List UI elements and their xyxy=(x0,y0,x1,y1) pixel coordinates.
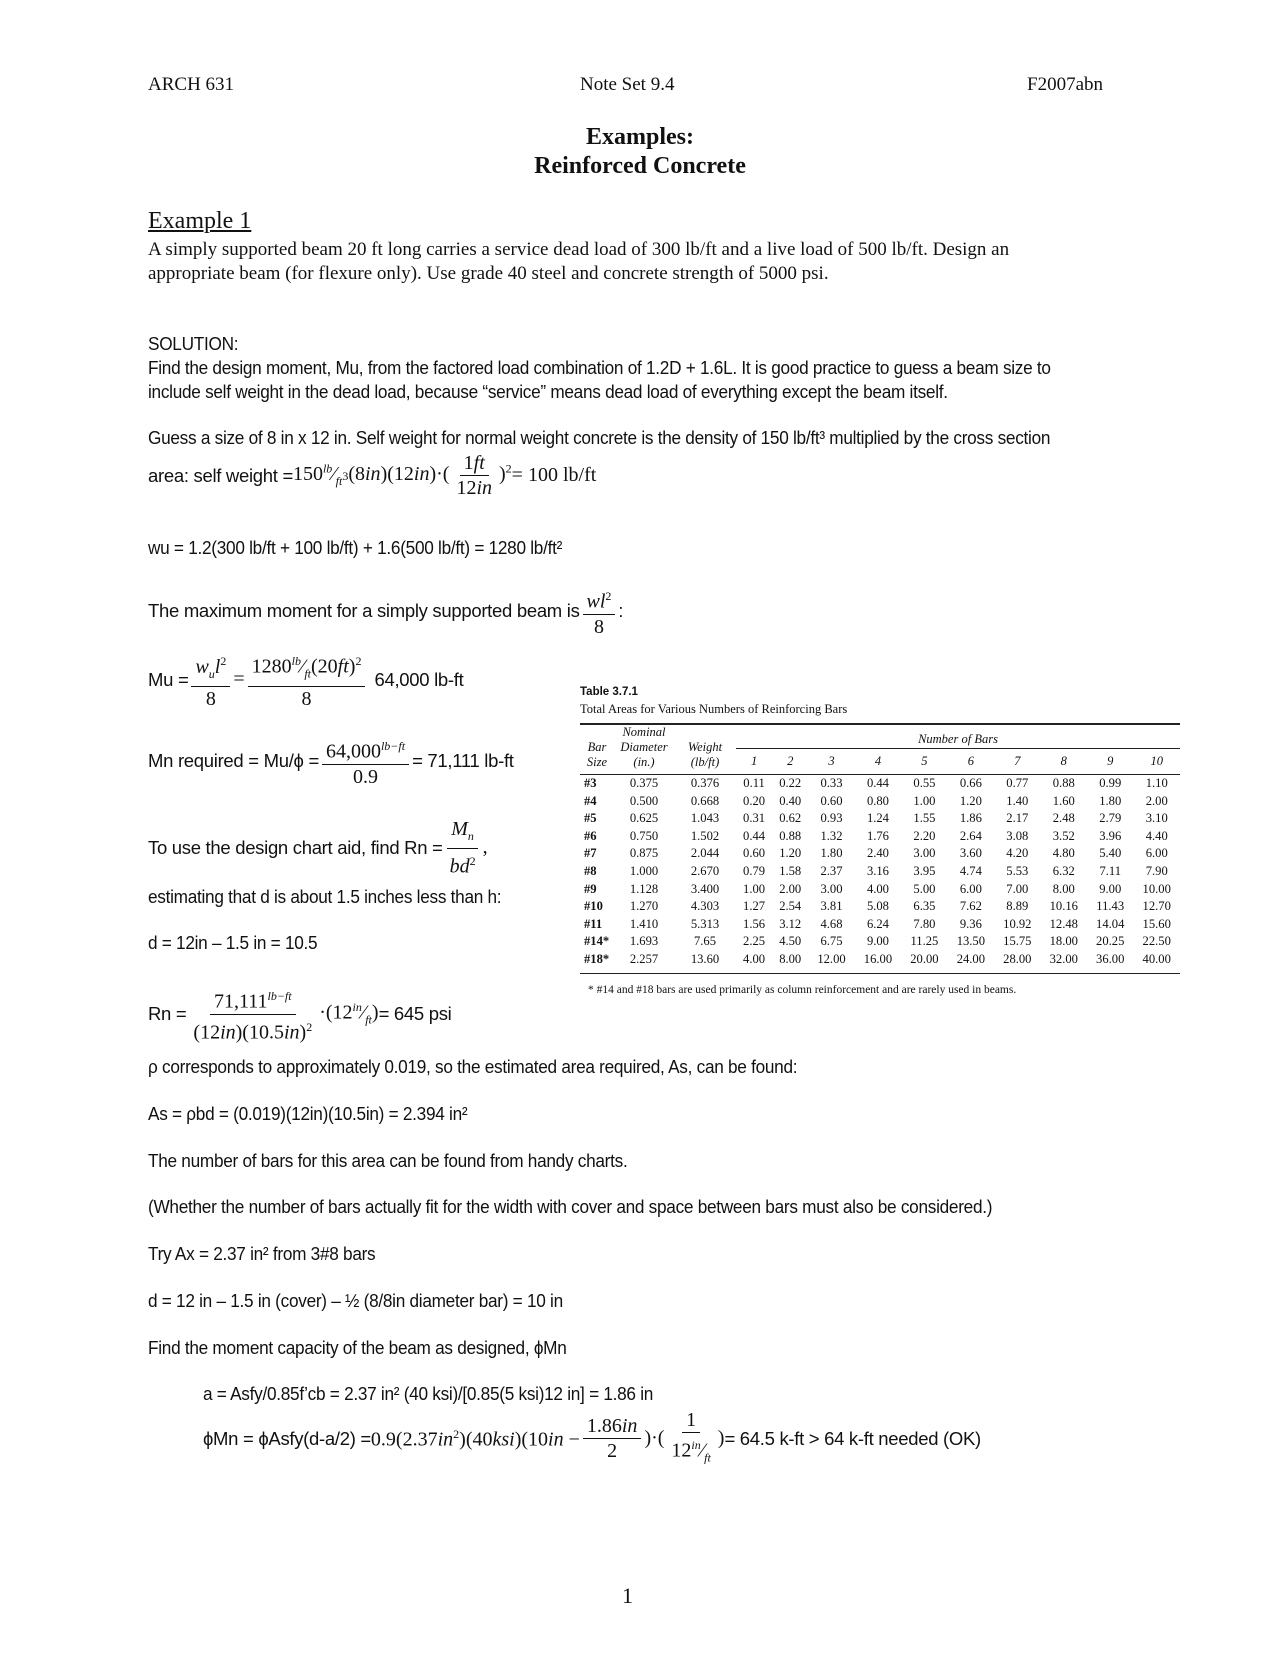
area-cell: 1.86 xyxy=(959,811,982,826)
weight-cell: 3.400 xyxy=(690,881,720,896)
d2-equation: d = 12 in – 1.5 in (cover) – ½ (8/8in diameter bar) = 10 in xyxy=(148,1290,563,1311)
area-cell: 0.60 xyxy=(820,793,843,808)
area-cell: 2.48 xyxy=(1052,811,1075,826)
diameter-cell: 1.693 xyxy=(629,934,659,949)
area-cell: 1.00 xyxy=(913,793,936,808)
page-title-line1: Examples: xyxy=(586,124,694,150)
wu-equation: wu = 1.2(300 lb/ft + 100 lb/ft) + 1.6(500 lb/ft) = 1280 lb/ft² xyxy=(148,537,563,558)
area-cell: 0.66 xyxy=(959,776,982,790)
area-cell: 2.20 xyxy=(913,828,936,843)
weight-cell: 0.668 xyxy=(690,793,720,808)
area-cell: 0.11 xyxy=(743,776,765,790)
area-cell: 0.88 xyxy=(779,828,802,843)
area-cell: 3.52 xyxy=(1052,828,1075,843)
bar-count-header: 1 xyxy=(750,754,758,769)
bar-size-cell: #8 xyxy=(584,863,597,878)
area-cell: 7.62 xyxy=(959,899,982,914)
table-row xyxy=(580,828,1180,846)
wl2-over-8: $\frac{wl^2}{8}$ xyxy=(583,585,616,638)
area-cell: 0.44 xyxy=(743,828,766,843)
area-cell: 2.17 xyxy=(1006,811,1029,826)
table-row xyxy=(580,916,1180,934)
table-footnote: * #14 and #18 bars are used primarily as column reinforcement and are rarely used in beams. xyxy=(588,983,1017,996)
rn-intro-text: To use the design chart aid, find Rn = xyxy=(148,836,443,858)
area-cell: 9.00 xyxy=(1099,881,1122,896)
area-cell: 1.58 xyxy=(779,863,802,878)
area-cell: 1.20 xyxy=(779,846,802,861)
weight-cell: 1.502 xyxy=(690,828,720,843)
bar-count-header: 9 xyxy=(1107,754,1114,769)
area-cell: 4.50 xyxy=(779,934,802,949)
weight-cell: 13.60 xyxy=(690,951,720,966)
weight-cell: 0.376 xyxy=(690,776,720,790)
max-moment-line: The maximum moment for a simply supported beam is $\frac{wl^2}{8}$ : xyxy=(148,585,623,638)
area-cell: 3.00 xyxy=(820,881,843,896)
area-cell: 3.60 xyxy=(959,846,982,861)
area-cell: 1.40 xyxy=(1006,793,1029,808)
area-cell: 4.00 xyxy=(743,951,766,966)
mn-equation xyxy=(148,735,514,788)
area-cell: 3.96 xyxy=(1099,828,1122,843)
area-cell: 6.00 xyxy=(1145,846,1168,861)
area-cell: 2.37 xyxy=(820,863,843,878)
weight-cell: 2.670 xyxy=(690,863,720,878)
max-moment-text: The maximum moment for a simply supported beam is xyxy=(148,600,580,622)
try-bars-line: Try Ax = 2.37 in² from 3#8 bars xyxy=(148,1243,376,1264)
self-weight-formula xyxy=(148,452,596,499)
bar-size-cell: #14* xyxy=(584,934,610,949)
example-heading: Example 1 xyxy=(148,208,252,234)
bar-count-header: 4 xyxy=(874,754,882,769)
diameter-cell: 2.257 xyxy=(629,951,659,966)
area-cell: 28.00 xyxy=(1003,951,1032,966)
table-row xyxy=(580,810,1180,828)
area-cell: 6.24 xyxy=(866,916,889,931)
area-cell: 1.20 xyxy=(959,793,982,808)
area-cell: 0.40 xyxy=(779,793,802,808)
area-cell: 0.31 xyxy=(743,811,766,826)
area-cell: 8.00 xyxy=(1052,881,1075,896)
col-bar-size: Bar Size xyxy=(586,740,608,769)
area-cell: 4.20 xyxy=(1006,846,1029,861)
bar-area-table xyxy=(580,725,1180,974)
diameter-cell: 0.875 xyxy=(629,846,659,861)
bar-size-cell: #3 xyxy=(584,776,597,790)
example-text-line2: appropriate beam (for flexure only). Use grade 40 steel and concrete strength of 5000 psi. xyxy=(148,263,829,284)
area-cell: 12.70 xyxy=(1142,899,1171,914)
diameter-cell: 1.128 xyxy=(629,881,659,896)
area-cell: 3.10 xyxy=(1145,811,1168,826)
col-number-of-bars: Number of Bars xyxy=(736,725,1180,749)
area-cell: 10.92 xyxy=(1003,916,1032,931)
diameter-cell: 1.270 xyxy=(629,899,659,914)
table-row xyxy=(580,881,1180,899)
mu-fraction-1: $\frac{w_ul^2}{8}$ xyxy=(191,650,230,710)
area-cell: 13.50 xyxy=(956,934,986,949)
area-cell: 0.20 xyxy=(743,793,766,808)
self-weight-expression: $150^{lb}⁄_{ft^3}(8in)(12in)\cdot$( $\frac{1ft}{12in}$ )$^2$ xyxy=(292,452,512,499)
table-row xyxy=(580,933,1180,951)
bar-count-header: 7 xyxy=(1014,754,1021,769)
area-cell: 5.00 xyxy=(913,881,936,896)
area-cell: 0.79 xyxy=(743,863,766,878)
example-text-line1: A simply supported beam 20 ft long carries a service dead load of 300 lb/ft and a live load of 500 lb/ft. Design an xyxy=(148,239,1010,260)
area-cell: 0.62 xyxy=(779,811,802,826)
table-row xyxy=(580,951,1180,969)
rn-result: = 645 psi xyxy=(378,1003,452,1025)
note-set: Note Set 9.4 xyxy=(580,74,675,95)
area-cell: 7.00 xyxy=(1006,881,1029,896)
area-cell: 20.00 xyxy=(910,951,939,966)
capacity-line: Find the moment capacity of the beam as designed, ϕMn xyxy=(148,1337,567,1358)
diameter-cell: 0.750 xyxy=(629,828,659,843)
area-cell: 0.22 xyxy=(779,776,802,790)
rn-label: Rn = xyxy=(148,1003,187,1025)
mn-fraction: $\frac{64,000^{lb-ft}}{0.9}$ xyxy=(322,735,409,788)
area-cell: 2.40 xyxy=(866,846,889,861)
d-equation: d = 12in – 1.5 in = 10.5 xyxy=(148,932,318,953)
weight-cell: 7.65 xyxy=(693,934,717,949)
area-cell: 1.56 xyxy=(743,916,766,931)
area-cell: 3.08 xyxy=(1006,828,1029,843)
area-cell: 1.00 xyxy=(743,881,766,896)
reinforcing-bar-table xyxy=(580,686,1180,1034)
area-cell: 7.80 xyxy=(913,916,936,931)
area-cell: 20.25 xyxy=(1096,934,1125,949)
mu-result: 64,000 lb-ft xyxy=(374,668,464,690)
table-body xyxy=(580,775,1180,969)
bar-size-cell: #6 xyxy=(584,828,597,843)
bar-count-header: 3 xyxy=(828,754,835,769)
bar-size-cell: #11 xyxy=(584,916,603,931)
area-cell: 2.25 xyxy=(743,934,766,949)
bar-count-header: 2 xyxy=(787,754,794,769)
table-row xyxy=(580,775,1180,793)
mn-label: Mn required = Mu/ϕ = xyxy=(148,750,319,772)
diameter-cell: 1.410 xyxy=(629,916,659,931)
table-row xyxy=(580,863,1180,881)
area-cell: 4.00 xyxy=(866,881,889,896)
phimn-result: = 64.5 k-ft > 64 k-ft needed (OK) xyxy=(724,1427,981,1449)
as-equation: As = ρbd = (0.019)(12in)(10.5in) = 2.394 in² xyxy=(148,1103,468,1124)
area-cell: 3.12 xyxy=(779,916,802,931)
area-cell: 10.00 xyxy=(1142,881,1171,896)
area-cell: 6.75 xyxy=(820,934,843,949)
area-cell: 2.64 xyxy=(959,828,982,843)
doc-code: F2007abn xyxy=(1027,74,1103,95)
area-cell: 12.00 xyxy=(817,951,846,966)
area-cell: 0.88 xyxy=(1052,776,1075,790)
diameter-cell: 0.625 xyxy=(629,811,659,826)
area-cell: 12.48 xyxy=(1049,916,1078,931)
bar-size-cell: #10 xyxy=(584,899,603,914)
mu-label: Mu = xyxy=(148,668,189,690)
solution-p1-line2: include self weight in the dead load, because “service” means dead load of everything except the beam itself. xyxy=(148,381,948,402)
area-cell: 4.80 xyxy=(1052,846,1075,861)
area-cell: 8.00 xyxy=(779,951,802,966)
area-cell: 5.40 xyxy=(1099,846,1122,861)
area-cell: 7.90 xyxy=(1145,863,1168,878)
area-cell: 1.60 xyxy=(1052,793,1075,808)
area-cell: 3.00 xyxy=(913,846,936,861)
area-cell: 10.16 xyxy=(1049,899,1078,914)
area-cell: 0.44 xyxy=(866,776,889,790)
area-cell: 2.00 xyxy=(779,881,802,896)
solution-heading: SOLUTION: xyxy=(148,333,239,354)
area-cell: 14.04 xyxy=(1096,916,1125,931)
bar-count-header: 10 xyxy=(1150,754,1163,769)
bar-count-header: 8 xyxy=(1060,754,1067,769)
area-cell: 36.00 xyxy=(1096,951,1125,966)
area-cell: 1.80 xyxy=(1099,793,1122,808)
area-cell: 24.00 xyxy=(956,951,986,966)
table-caption: Total Areas for Various Numbers of Reinforcing Bars xyxy=(580,702,848,716)
area-cell: 0.33 xyxy=(820,776,843,790)
area-cell: 0.77 xyxy=(1006,776,1029,790)
area-cell: 1.10 xyxy=(1145,776,1168,790)
mu-equation: Mu = $\frac{w_ul^2}{8}$ = $\frac{1280^{lb}⁄_{ft}(20ft)^2}{8}$ 64,000 lb-ft xyxy=(148,650,463,710)
table-row xyxy=(580,793,1180,811)
phimn-equation: ϕMn = ϕAsfy(d-a/2) = $0.9(2.37in^2)(40ksi)(10in$ − $\frac{1.86in}{2}$ )·( $\frac{1}{12^{in}⁄_{ft}}$ ) = 64.5 k-ft > 64 k-ft needed (OK) xyxy=(203,1409,981,1465)
col-diameter: Nominal Diameter (in.) xyxy=(620,725,668,769)
area-cell: 18.00 xyxy=(1049,934,1078,949)
bar-count-header: 5 xyxy=(921,754,928,769)
area-cell: 6.32 xyxy=(1052,863,1075,878)
area-cell: 2.00 xyxy=(1145,793,1168,808)
area-cell: 16.00 xyxy=(863,951,893,966)
bar-size-cell: #9 xyxy=(584,881,597,896)
area-cell: 4.68 xyxy=(820,916,843,931)
area-cell: 4.74 xyxy=(959,863,982,878)
area-cell: 2.79 xyxy=(1099,811,1122,826)
area-cell: 3.95 xyxy=(913,863,936,878)
area-cell: 3.81 xyxy=(820,899,843,914)
course-code: ARCH 631 xyxy=(148,74,235,95)
area-cell: 5.08 xyxy=(866,899,889,914)
phimn-label: ϕMn = ϕAsfy(d-a/2) = xyxy=(203,1427,371,1449)
weight-cell: 2.044 xyxy=(690,846,720,861)
rn-intro-line: To use the design chart aid, find Rn = $\frac{M_n}{bd^2}$ , xyxy=(148,818,488,878)
area-cell: 15.75 xyxy=(1003,934,1032,949)
area-cell: 0.60 xyxy=(743,846,766,861)
self-weight-result: = 100 lb/ft xyxy=(511,464,597,486)
area-cell: 11.25 xyxy=(910,934,939,949)
area-cell: 11.43 xyxy=(1096,899,1125,914)
area-label: area: self weight = xyxy=(148,464,293,486)
table-row xyxy=(580,845,1180,863)
area-cell: 9.36 xyxy=(959,916,982,931)
rn-fraction: $\frac{M_n}{bd^2}$ xyxy=(446,818,480,878)
bar-count-header: 6 xyxy=(967,754,974,769)
area-cell: 1.55 xyxy=(913,811,936,826)
rho-line: ρ corresponds to approximately 0.019, so the estimated area required, As, can be found: xyxy=(148,1056,798,1077)
bars-line: The number of bars for this area can be found from handy charts. xyxy=(148,1150,628,1171)
area-cell: 40.00 xyxy=(1142,951,1171,966)
area-cell: 0.55 xyxy=(913,776,936,790)
mu-fraction-2: $\frac{1280^{lb}⁄_{ft}(20ft)^2}{8}$ xyxy=(248,650,366,710)
page-number: 1 xyxy=(622,1583,633,1608)
table-label: Table 3.7.1 xyxy=(580,686,638,698)
col-weight: Weight (lb/ft) xyxy=(687,740,723,769)
whether-line: (Whether the number of bars actually fit for the width with cover and space between bars must also be considered.) xyxy=(148,1196,993,1217)
area-cell: 6.35 xyxy=(913,899,936,914)
diameter-cell: 0.500 xyxy=(629,793,659,808)
estimating-line: estimating that d is about 1.5 inches less than h: xyxy=(148,886,502,907)
area-cell: 0.80 xyxy=(866,793,889,808)
area-cell: 1.27 xyxy=(743,899,766,914)
area-cell: 1.24 xyxy=(866,811,889,826)
bar-size-cell: #5 xyxy=(584,811,597,826)
area-cell: 1.32 xyxy=(820,828,843,843)
bar-size-cell: #7 xyxy=(584,846,597,861)
page-title-line2: Reinforced Concrete xyxy=(534,153,746,179)
table-row xyxy=(580,898,1180,916)
weight-cell: 1.043 xyxy=(690,811,720,826)
area-cell: 15.60 xyxy=(1142,916,1171,931)
area-cell: 2.54 xyxy=(779,899,802,914)
area-cell: 6.00 xyxy=(959,881,982,896)
area-cell: 0.99 xyxy=(1099,776,1122,790)
rn-calc-fraction: $\frac{71,111^{lb-ft}}{(12in)(10.5in)^2}$ xyxy=(189,985,316,1043)
mn-result: = 71,111 lb-ft xyxy=(412,750,514,772)
bar-size-cell: #4 xyxy=(584,793,597,808)
area-cell: 1.80 xyxy=(820,846,843,861)
a-equation: a = Asfy/0.85f’cb = 2.37 in² (40 ksi)/[0.85(5 ksi)12 in] = 1.86 in xyxy=(203,1383,654,1404)
area-cell: 4.40 xyxy=(1145,828,1168,843)
area-cell: 22.50 xyxy=(1142,934,1171,949)
area-cell: 0.93 xyxy=(820,811,843,826)
rn-equation: Rn = $\frac{71,111^{lb-ft}}{(12in)(10.5in)^2}$ $\cdot(12^{in}⁄_{ft})$ = 645 psi xyxy=(148,985,451,1043)
area-cell: 1.76 xyxy=(866,828,889,843)
diameter-cell: 1.000 xyxy=(629,863,659,878)
area-cell: 7.11 xyxy=(1099,863,1122,878)
area-cell: 3.16 xyxy=(866,863,889,878)
weight-cell: 5.313 xyxy=(690,916,720,931)
solution-p1-line1: Find the design moment, Mu, from the factored load combination of 1.2D + 1.6L. It is good practice to guess a beam size to xyxy=(148,357,1051,378)
solution-p2-line1: Guess a size of 8 in x 12 in. Self weight for normal weight concrete is the density of 150 lb/ft³ multiplied by the cross section xyxy=(148,427,1051,448)
weight-cell: 4.303 xyxy=(690,899,720,914)
diameter-cell: 0.375 xyxy=(629,776,659,790)
bar-size-cell: #18* xyxy=(584,951,610,966)
area-cell: 9.00 xyxy=(866,934,889,949)
area-cell: 5.53 xyxy=(1006,863,1029,878)
area-cell: 32.00 xyxy=(1049,951,1078,966)
area-cell: 8.89 xyxy=(1006,899,1029,914)
